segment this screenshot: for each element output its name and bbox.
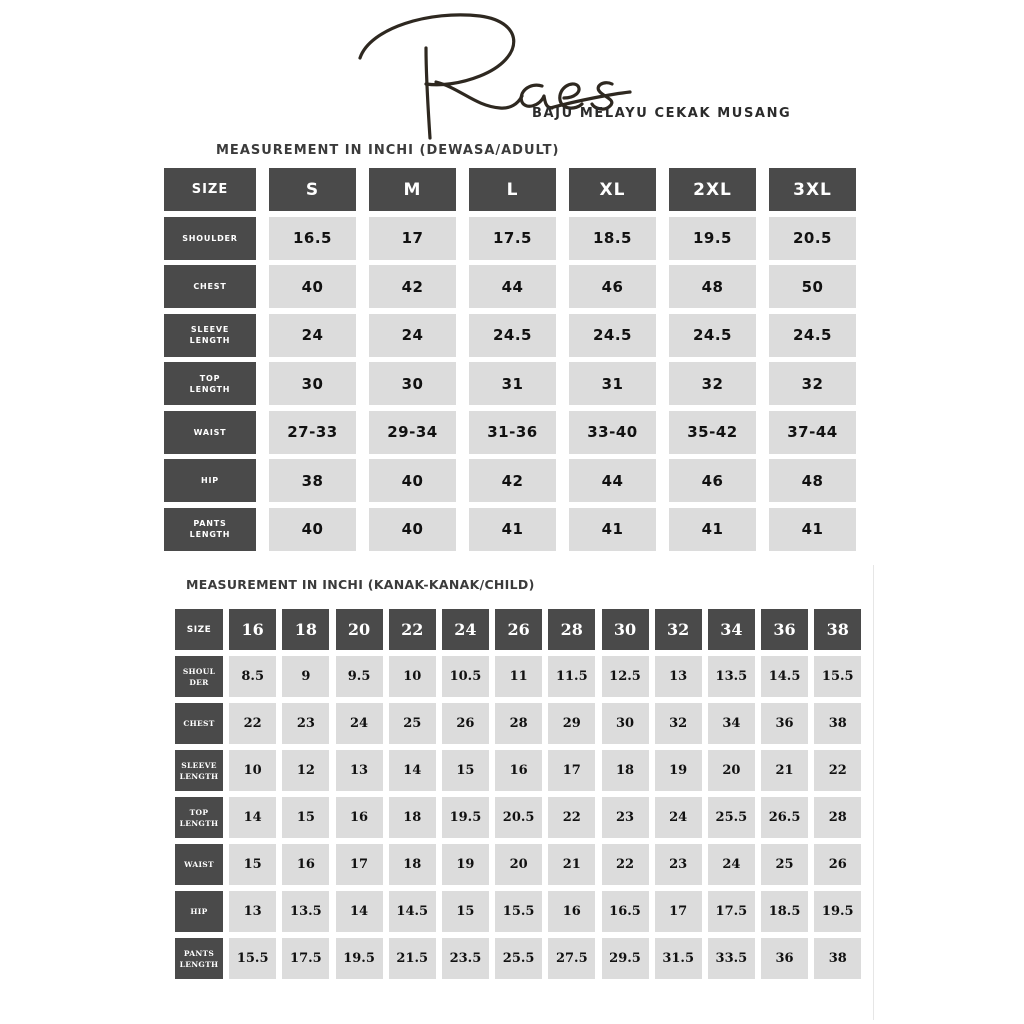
adult-size-column-header: M [369, 168, 456, 211]
child-measurement-cell: 15 [282, 797, 329, 838]
adult-measurement-cell: 30 [369, 362, 456, 405]
child-measurement-cell: 19.5 [814, 891, 861, 932]
adult-row-label [164, 508, 256, 551]
child-measurement-cell: 10 [389, 656, 436, 697]
child-measurement-cell: 15.5 [814, 656, 861, 697]
adult-measurement-cell: 32 [769, 362, 856, 405]
child-measurement-cell: 17 [336, 844, 383, 885]
child-measurement-cell: 8.5 [229, 656, 276, 697]
child-measurement-cell: 22 [602, 844, 649, 885]
adult-measurement-cell: 40 [369, 508, 456, 551]
child-measurement-cell: 15 [442, 750, 489, 791]
child-row-label-line: SHOUL [182, 666, 216, 676]
child-measurement-cell: 17 [655, 891, 702, 932]
child-measurement-cell: 16 [495, 750, 542, 791]
child-row-label-line: CHEST [183, 719, 215, 728]
adult-measurement-cell: 40 [369, 459, 456, 502]
adult-row-label [164, 265, 256, 308]
adult-size-column-header: 2XL [669, 168, 756, 211]
child-measurement-cell: 21.5 [389, 938, 436, 979]
child-measurement-cell: 16 [548, 891, 595, 932]
child-measurement-cell: 19 [655, 750, 702, 791]
child-size-header: SIZE [175, 609, 223, 650]
child-measurement-cell: 36 [761, 938, 808, 979]
child-measurement-cell: 21 [548, 844, 595, 885]
adult-measurement-cell: 40 [269, 265, 356, 308]
child-measurement-cell: 14 [389, 750, 436, 791]
child-row-label [175, 750, 223, 791]
adult-row-label [164, 411, 256, 454]
child-measurement-cell: 23 [282, 703, 329, 744]
adult-measurement-cell: 24 [269, 314, 356, 357]
adult-row-label-line: TOP [199, 373, 221, 383]
child-measurement-cell: 36 [761, 703, 808, 744]
child-size-column-header: 38 [814, 609, 861, 650]
adult-measurement-cell: 24.5 [769, 314, 856, 357]
child-measurement-cell: 25 [761, 844, 808, 885]
child-size-column-header: 16 [229, 609, 276, 650]
child-size-column-header: 18 [282, 609, 329, 650]
adult-row-label [164, 314, 256, 357]
child-measurement-cell: 32 [655, 703, 702, 744]
child-measurement-cell: 24 [708, 844, 755, 885]
adult-measurement-cell: 50 [769, 265, 856, 308]
adult-measurement-cell: 37-44 [769, 411, 856, 454]
adult-measurement-cell: 48 [769, 459, 856, 502]
adult-measurement-cell: 35-42 [669, 411, 756, 454]
adult-row-label [164, 217, 256, 260]
child-measurement-cell: 14 [336, 891, 383, 932]
child-section-title: MEASUREMENT IN INCHI (KANAK-KANAK/CHILD) [186, 577, 535, 592]
adult-row-label-line: SHOULDER [182, 233, 238, 243]
child-measurement-cell: 12.5 [602, 656, 649, 697]
child-measurement-cell: 16.5 [602, 891, 649, 932]
child-measurement-cell: 29.5 [602, 938, 649, 979]
child-size-table [175, 609, 861, 979]
child-measurement-cell: 18 [389, 844, 436, 885]
adult-measurement-cell: 17 [369, 217, 456, 260]
child-measurement-cell: 21 [761, 750, 808, 791]
adult-measurement-cell: 16.5 [269, 217, 356, 260]
child-measurement-cell: 22 [548, 797, 595, 838]
child-measurement-cell: 26.5 [761, 797, 808, 838]
adult-measurement-cell: 40 [269, 508, 356, 551]
child-measurement-cell: 18.5 [761, 891, 808, 932]
child-measurement-cell: 9.5 [336, 656, 383, 697]
child-row-label [175, 703, 223, 744]
adult-row-label-line: LENGTH [189, 384, 231, 394]
adult-measurement-cell: 41 [569, 508, 656, 551]
child-measurement-cell: 13 [229, 891, 276, 932]
adult-measurement-cell: 42 [369, 265, 456, 308]
child-measurement-cell: 24 [655, 797, 702, 838]
child-measurement-cell: 20.5 [495, 797, 542, 838]
child-measurement-cell: 17.5 [708, 891, 755, 932]
adult-measurement-cell: 44 [469, 265, 556, 308]
child-measurement-cell: 33.5 [708, 938, 755, 979]
adult-measurement-cell: 30 [269, 362, 356, 405]
adult-size-column-header: L [469, 168, 556, 211]
child-row-label [175, 797, 223, 838]
child-measurement-cell: 20 [708, 750, 755, 791]
adult-row-label-line: SLEEVE [190, 325, 230, 334]
child-measurement-cell: 15 [442, 891, 489, 932]
adult-measurement-cell: 38 [269, 459, 356, 502]
child-measurement-cell: 25 [389, 703, 436, 744]
child-row-label-line: TOP [189, 807, 209, 817]
child-measurement-cell: 14 [229, 797, 276, 838]
child-measurement-cell: 18 [389, 797, 436, 838]
child-row-label-line: SLEEVE [181, 760, 217, 770]
child-measurement-cell: 18 [602, 750, 649, 791]
adult-size-column-header: XL [569, 168, 656, 211]
adult-measurement-cell: 32 [669, 362, 756, 405]
child-measurement-cell: 17.5 [282, 938, 329, 979]
child-measurement-cell: 23 [655, 844, 702, 885]
child-row-label-line: WAIST [184, 860, 214, 869]
child-measurement-cell: 23 [602, 797, 649, 838]
adult-row-label-line: CHEST [193, 282, 227, 291]
child-row-label-line: DER [189, 677, 209, 687]
child-measurement-cell: 19.5 [442, 797, 489, 838]
adult-measurement-cell: 44 [569, 459, 656, 502]
child-row-label-line: LENGTH [179, 771, 219, 781]
child-measurement-cell: 25.5 [708, 797, 755, 838]
adult-measurement-cell: 48 [669, 265, 756, 308]
child-measurement-cell: 34 [708, 703, 755, 744]
child-measurement-cell: 15.5 [229, 938, 276, 979]
adult-measurement-cell: 33-40 [569, 411, 656, 454]
adult-measurement-cell: 41 [769, 508, 856, 551]
adult-measurement-cell: 41 [669, 508, 756, 551]
child-measurement-cell: 14.5 [761, 656, 808, 697]
child-measurement-cell: 10.5 [442, 656, 489, 697]
adult-measurement-cell: 46 [669, 459, 756, 502]
child-measurement-cell: 22 [814, 750, 861, 791]
adult-measurement-cell: 31 [469, 362, 556, 405]
adult-measurement-cell: 18.5 [569, 217, 656, 260]
adult-measurement-cell: 27-33 [269, 411, 356, 454]
child-row-label [175, 844, 223, 885]
child-measurement-cell: 9 [282, 656, 329, 697]
child-measurement-cell: 27.5 [548, 938, 595, 979]
child-row-label-line: LENGTH [179, 818, 219, 828]
adult-size-column-header: 3XL [769, 168, 856, 211]
child-size-column-header: 30 [602, 609, 649, 650]
adult-measurement-cell: 24.5 [669, 314, 756, 357]
adult-measurement-cell: 19.5 [669, 217, 756, 260]
adult-row-label-line: HIP [201, 476, 219, 485]
adult-size-column-header: S [269, 168, 356, 211]
child-measurement-cell: 13.5 [708, 656, 755, 697]
child-measurement-cell: 30 [602, 703, 649, 744]
child-measurement-cell: 12 [282, 750, 329, 791]
child-measurement-cell: 11 [495, 656, 542, 697]
adult-size-header: SIZE [164, 168, 256, 211]
child-measurement-cell: 28 [814, 797, 861, 838]
adult-row-label [164, 362, 256, 405]
child-measurement-cell: 13.5 [282, 891, 329, 932]
child-measurement-cell: 13 [336, 750, 383, 791]
child-size-column-header: 26 [495, 609, 542, 650]
child-measurement-cell: 16 [282, 844, 329, 885]
child-measurement-cell: 29 [548, 703, 595, 744]
child-measurement-cell: 23.5 [442, 938, 489, 979]
child-measurement-cell: 26 [442, 703, 489, 744]
child-row-label [175, 656, 223, 697]
child-measurement-cell: 22 [229, 703, 276, 744]
child-measurement-cell: 25.5 [495, 938, 542, 979]
child-size-column-header: 28 [548, 609, 595, 650]
adult-row-label-line: PANTS [193, 519, 227, 528]
brand-subtitle: BAJU MELAYU CEKAK MUSANG [532, 106, 792, 121]
child-row-label [175, 938, 223, 979]
adult-measurement-cell: 41 [469, 508, 556, 551]
adult-measurement-cell: 24.5 [469, 314, 556, 357]
adult-measurement-cell: 42 [469, 459, 556, 502]
adult-size-table [164, 168, 856, 551]
child-measurement-cell: 15.5 [495, 891, 542, 932]
child-measurement-cell: 17 [548, 750, 595, 791]
adult-row-label-line: WAIST [193, 427, 227, 437]
child-row-label-line: LENGTH [179, 959, 219, 969]
adult-measurement-cell: 46 [569, 265, 656, 308]
divider-line [873, 565, 874, 1020]
child-measurement-cell: 26 [814, 844, 861, 885]
adult-measurement-cell: 31 [569, 362, 656, 405]
child-size-column-header: 22 [389, 609, 436, 650]
child-size-column-header: 20 [336, 609, 383, 650]
child-measurement-cell: 19.5 [336, 938, 383, 979]
child-measurement-cell: 11.5 [548, 656, 595, 697]
child-measurement-cell: 19 [442, 844, 489, 885]
child-row-label-line: HIP [190, 907, 208, 916]
child-row-label [175, 891, 223, 932]
adult-measurement-cell: 31-36 [469, 411, 556, 454]
adult-row-label [164, 459, 256, 502]
child-measurement-cell: 38 [814, 938, 861, 979]
adult-row-label-line: LENGTH [189, 336, 231, 345]
adult-measurement-cell: 20.5 [769, 217, 856, 260]
child-measurement-cell: 16 [336, 797, 383, 838]
adult-measurement-cell: 17.5 [469, 217, 556, 260]
child-size-column-header: 24 [442, 609, 489, 650]
adult-measurement-cell: 29-34 [369, 411, 456, 454]
child-measurement-cell: 10 [229, 750, 276, 791]
child-size-column-header: 32 [655, 609, 702, 650]
adult-row-label-line: LENGTH [189, 530, 231, 539]
child-size-column-header: 36 [761, 609, 808, 650]
child-measurement-cell: 38 [814, 703, 861, 744]
child-measurement-cell: 13 [655, 656, 702, 697]
child-size-column-header: 34 [708, 609, 755, 650]
child-row-label-line: PANTS [183, 948, 215, 958]
child-measurement-cell: 20 [495, 844, 542, 885]
child-measurement-cell: 31.5 [655, 938, 702, 979]
adult-measurement-cell: 24 [369, 314, 456, 357]
child-measurement-cell: 15 [229, 844, 276, 885]
child-measurement-cell: 28 [495, 703, 542, 744]
child-measurement-cell: 24 [336, 703, 383, 744]
raes-logo [350, 8, 640, 148]
adult-measurement-cell: 24.5 [569, 314, 656, 357]
adult-section-title: MEASUREMENT IN INCHI (DEWASA/ADULT) [216, 143, 560, 158]
child-measurement-cell: 14.5 [389, 891, 436, 932]
